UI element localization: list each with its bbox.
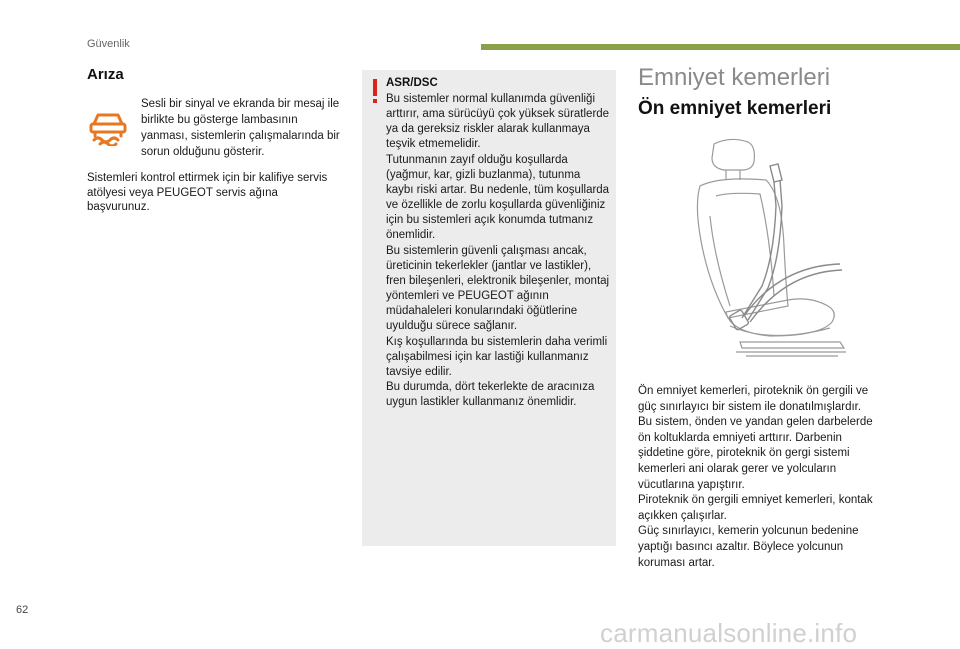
front-seat-belt-illustration: [670, 136, 870, 368]
fault-heading: Arıza: [87, 66, 124, 83]
traction-control-warning-icon: [86, 110, 130, 146]
watermark: carmanualsonline.info: [600, 618, 858, 648]
warning-lamp-description: Sesli bir sinyal ve ekranda bir mesaj ile birlikte bu gösterge lambasının yanması, sistemlerin çalışmalarında bir sorun olduğunu gösterir.: [141, 98, 340, 159]
exclamation-icon: [372, 79, 378, 103]
note-title: ASR/DSC: [386, 77, 438, 89]
section-title: Emniyet kemerleri: [638, 64, 831, 91]
seat-belt-description: Ön emniyet kemerleri, piroteknik ön gergili ve güç sınırlayıcı bir sistem ile donatılmışlardır. Bu sistem, önden ve yandan gelen darbelerde ön koltuklarda emniyeti arttırır. Darbenin şiddetine göre, piroteknik ön gergi sistemi kemerleri ani olarak gerer ve yolcuların vücutlarına yapıştırır. Piroteknik ön gergili emniyet kemerleri, kontak açıkken çalışırlar. Güç sınırlayıcı, kemerin yolcunun bedenine yaptığı basıncı azaltır. Böylece yolcunun koruması artar.: [638, 385, 873, 569]
section-label: Güvenlik: [87, 38, 130, 50]
subsection-title: Ön emniyet kemerleri: [638, 98, 832, 119]
page-number: 62: [16, 604, 29, 616]
service-advice: Sistemleri kontrol ettirmek için bir kalifiye servis atölyesi veya PEUGEOT servis ağına başvurunuz.: [87, 172, 328, 213]
header-bar: [481, 44, 960, 50]
note-body: Bu sistemler normal kullanımda güvenliği arttırır, ama sürücüyü çok yüksek süratlerde ya da gereksiz riskler alarak kullanmaya teşvik etmemelidir. Tutunmanın zayıf olduğu koşullarda (yağmur, kar, gizli buzlanma), tutunma kaybı riski artar. Bu nedenle, tüm koşullarda ve özellikle de zorlu koşullarda güvenliğiniz için bu sistemleri açık konumda tutmanız önemlidir. Bu sistemlerin güvenli çalışması ancak, üreticinin tekerlekler (jantlar ve lastikler), fren bileşenleri, elektronik bileşenler, montaj yöntemleri ve PEUGEOT ağının müdahaleleri konularındaki öğütlerine uyulduğu sürece sağlanır. Kış koşullarında bu sistemlerin daha verimli çalışabilmesi için kar lastiği kullanmanız tavsiye edilir. Bu durumda, dört tekerlekte de aracınıza uygun lastikler kullanmanız önemlidir.: [386, 93, 610, 409]
